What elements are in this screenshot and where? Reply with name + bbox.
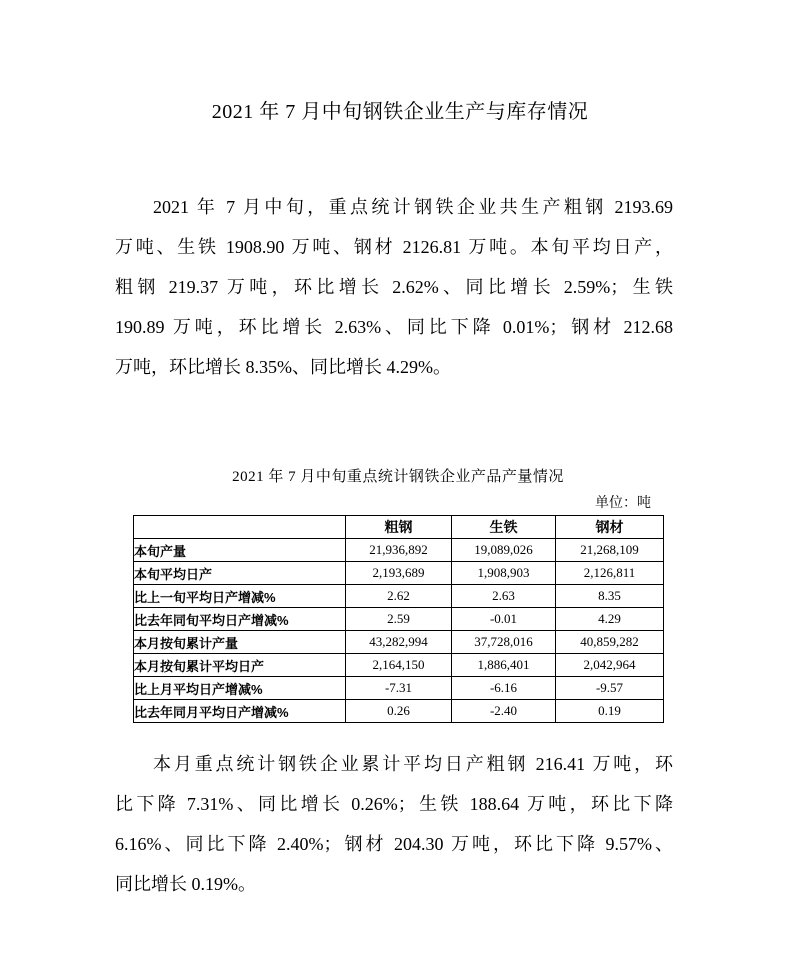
table-cell: 43,282,994: [346, 631, 452, 654]
table-row-label: 比去年同月平均日产增减%: [134, 700, 346, 723]
table-row-label: 本月按旬累计平均日产: [134, 654, 346, 677]
table-header-cell: [134, 516, 346, 539]
paragraph-line: 本月重点统计钢铁企业累计平均日产粗钢 216.41 万吨，环: [153, 754, 673, 774]
table-row-label: 比上月平均日产增减%: [134, 677, 346, 700]
table-cell: -9.57: [556, 677, 664, 700]
table-cell: -2.40: [452, 700, 556, 723]
table-cell: 2.63: [452, 585, 556, 608]
table-row-label: 比上一旬平均日产增减%: [134, 585, 346, 608]
table-cell: 0.26: [346, 700, 452, 723]
table-row: [134, 539, 664, 562]
document-title: 2021 年 7 月中旬钢铁企业生产与库存情况: [211, 101, 589, 123]
table-row-label: 本月按旬累计产量: [134, 631, 346, 654]
table-header-cell: 钢材: [556, 516, 664, 539]
table-cell: 40,859,282: [556, 631, 664, 654]
table-cell: -6.16: [452, 677, 556, 700]
table-cell: 2,164,150: [346, 654, 452, 677]
table-cell: 19,089,026: [452, 539, 556, 562]
table-cell: 2.59: [346, 608, 452, 631]
table-row-label: 本旬产量: [134, 539, 346, 562]
table-row: [134, 677, 664, 700]
table-cell: 8.35: [556, 585, 664, 608]
table-row: [134, 585, 664, 608]
paragraph-line: 比下降 7.31%、同比增长 0.26%；生铁 188.64 万吨，环比下降: [115, 794, 673, 814]
table-cell: 2,126,811: [556, 562, 664, 585]
table-cell: 1,908,903: [452, 562, 556, 585]
paragraph-line: 粗钢 219.37 万吨，环比增长 2.62%、同比增长 2.59%；生铁: [115, 277, 673, 297]
production-table-section: [133, 468, 663, 723]
paragraph-monthly-summary: [115, 744, 673, 904]
table-header: [134, 516, 664, 539]
table-header-cell: 粗钢: [346, 516, 452, 539]
table-unit-label: 单位：吨: [595, 496, 651, 511]
paragraph-line: 万吨、生铁 1908.90 万吨、钢材 2126.81 万吨。本旬平均日产，: [115, 237, 673, 257]
table-cell: -0.01: [452, 608, 556, 631]
table-cell: 21,268,109: [556, 539, 664, 562]
table-row-label: 比去年同旬平均日产增减%: [134, 608, 346, 631]
table-row: [134, 608, 664, 631]
table-cell: 2,042,964: [556, 654, 664, 677]
paragraph-line: 2021 年 7 月中旬，重点统计钢铁企业共生产粗钢 2193.69: [153, 197, 673, 217]
table-cell: 4.29: [556, 608, 664, 631]
paragraph-line: 同比增长 0.19%。: [115, 874, 256, 894]
table-cell: 2,193,689: [346, 562, 452, 585]
table-cell: 21,936,892: [346, 539, 452, 562]
table-row: [134, 654, 664, 677]
production-table: [133, 515, 664, 723]
table-cell: 37,728,016: [452, 631, 556, 654]
paragraph-line: 万吨，环比增长 8.35%、同比增长 4.29%。: [115, 357, 451, 377]
table-cell: -7.31: [346, 677, 452, 700]
table-header-cell: 生铁: [452, 516, 556, 539]
paragraph-production-summary: [115, 187, 673, 387]
table-cell: 1,886,401: [452, 654, 556, 677]
table-row: [134, 700, 664, 723]
paragraph-line: 6.16%、同比下降 2.40%；钢材 204.30 万吨，环比下降 9.57%、: [115, 834, 673, 854]
table-row: [134, 562, 664, 585]
table-row: [134, 631, 664, 654]
table-cell: 0.19: [556, 700, 664, 723]
table-body: [134, 539, 664, 723]
table-header-row: [134, 516, 664, 539]
paragraph-line: 190.89 万吨，环比增长 2.63%、同比下降 0.01%；钢材 212.68: [115, 317, 673, 337]
table-row-label: 本旬平均日产: [134, 562, 346, 585]
table-cell: 2.62: [346, 585, 452, 608]
table-caption: 2021 年 7 月中旬重点统计钢铁企业产品产量情况: [232, 469, 564, 485]
